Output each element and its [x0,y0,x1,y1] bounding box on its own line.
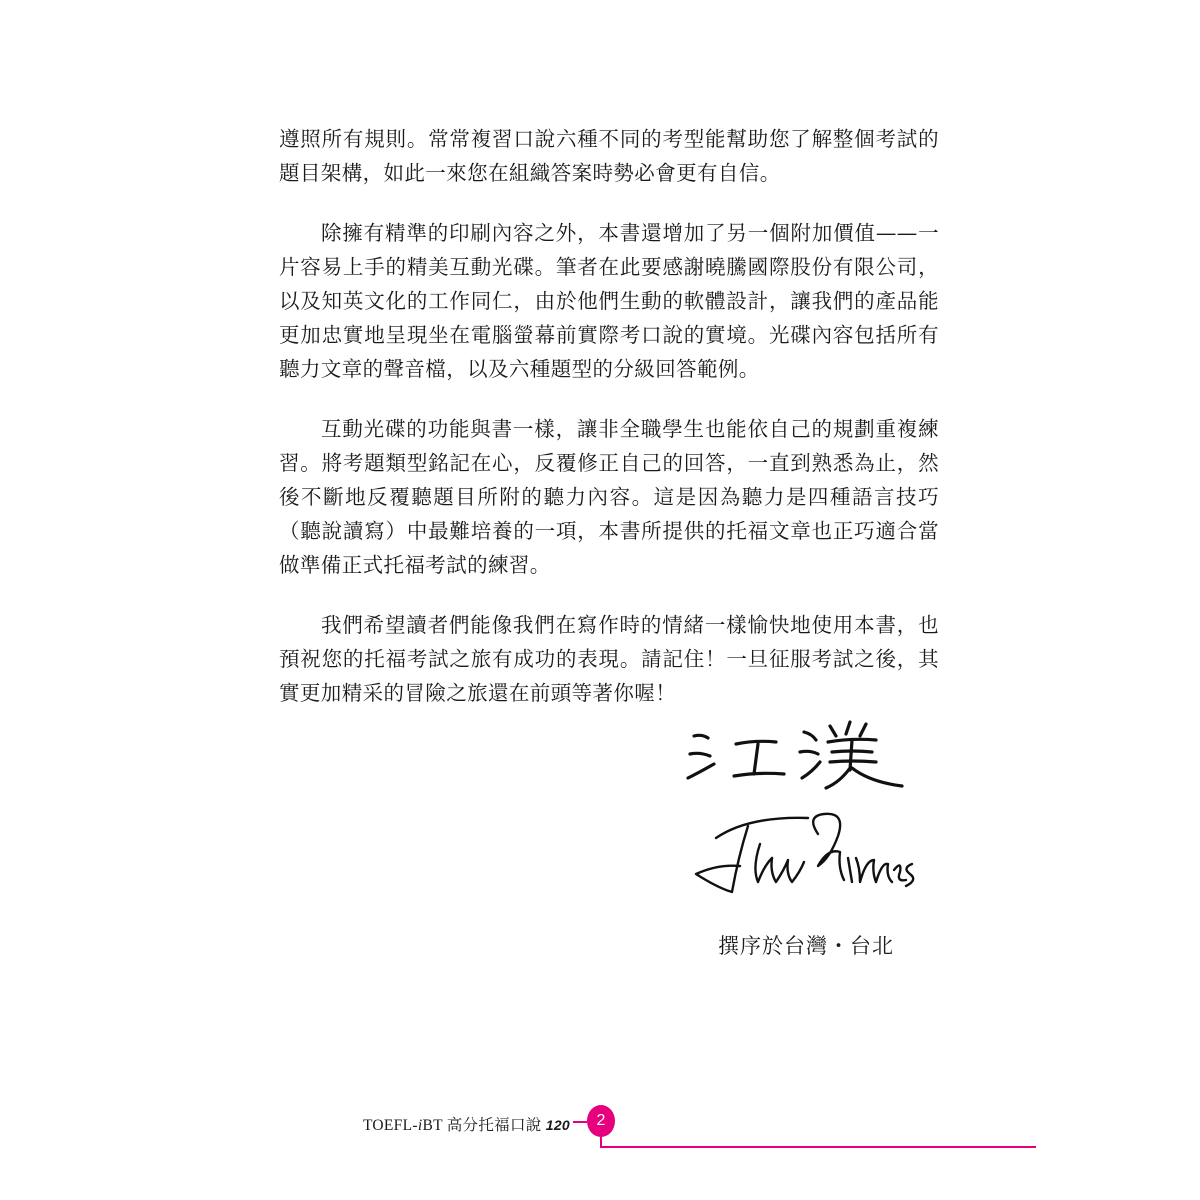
preface-body [279,122,939,736]
book-title-prefix: TOEFL- [362,1117,418,1134]
footer-rule-left [573,1121,587,1123]
footer-rule-right [600,1146,1036,1148]
paragraph-2: 除擁有精準的印刷內容之外，本書還增加了另一個附加價值——一片容易上手的精美互動光碟。筆者在此要感謝曉騰國際股份有限公司，以及知英文化的工作同仁，由於他們生動的軟體設計，讓我們的產品能更加忠實地呈現坐在電腦螢幕前實際考口說的實境。光碟內容包括所有聽力文章的聲音檔，以及六種題型的分級回答範例。 [279,221,939,381]
signature-caption: 撰序於台灣・台北 [718,934,894,958]
signature-block [680,712,940,902]
page-number-badge: 2 [587,1105,615,1137]
book-title [363,1113,570,1135]
page-footer [0,1100,1200,1160]
book-title-italic: i [417,1117,423,1134]
book-title-mid: BT 高分托福口說 [422,1117,546,1134]
chinese-signature-image [680,712,910,792]
paragraph-3: 互動光碟的功能與書一樣，讓非全職學生也能依自己的規劃重複練習。將考題類型銘記在心，反覆修正自己的回答，一直到熟悉為止，然後不斷地反覆聽題目所附的聽力內容。這是因為聽力是四種語言技巧（聽說讀寫）中最難培養的一項，本書所提供的托福文章也正巧適合當做準備正式托福考試的練習。 [279,417,939,577]
paragraph-4: 我們希望讀者們能像我們在寫作時的情緒一樣愉快地使用本書，也預祝您的托福考試之旅有成功的表現。請記住！一旦征服考試之後，其實更加精采的冒險之旅還在前頭等著你喔！ [279,613,939,705]
book-title-number: 120 [545,1117,570,1133]
footer-rule-connector [600,1136,602,1146]
paragraph-1: 遵照所有規則。常常複習口說六種不同的考型能幫助您了解整個考試的題目架構，如此一來您在組織答案時勢必會更有自信。 [279,127,939,185]
english-signature-image [688,808,920,904]
